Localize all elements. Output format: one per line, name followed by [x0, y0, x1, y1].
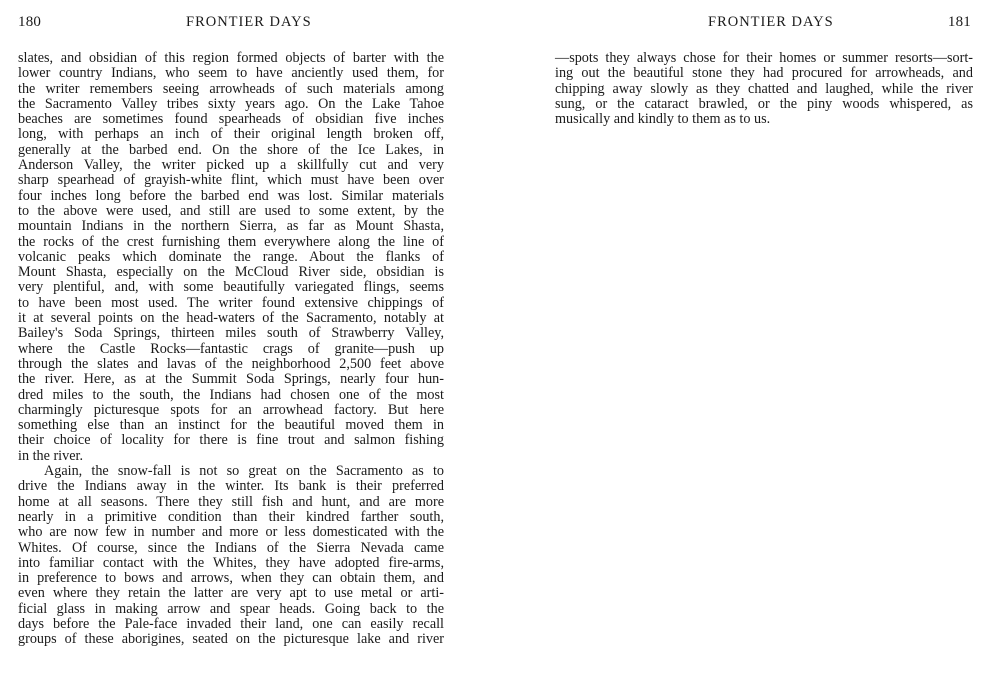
text-line: long, with perhaps an inch of their original length broken off,: [18, 126, 444, 143]
text-line: charmingly picturesque spots for an arrowhead factory. But here: [18, 401, 444, 418]
right-page: [498, 0, 996, 675]
text-line: mountain Indians in the northern Sierra, as far as Mount Shasta,: [18, 218, 444, 235]
text-line: ing out the beautiful stone they had procured for arrowheads, and: [555, 65, 973, 82]
text-line: Anderson Valley, the writer picked up a skillfully cut and very: [18, 157, 444, 174]
text-line: —spots they always chose for their homes or summer resorts—sort-: [555, 50, 973, 66]
text-line: something else than an instinct for the beautiful moved them in: [18, 417, 444, 434]
text-line: Again, the snow-fall is not so great on the Sacramento as to: [44, 463, 444, 480]
text-line: generally at the barbed end. On the shore of the Ice Lakes, in: [18, 141, 444, 158]
text-line: to the above were used, and still are used to some extent, by the: [18, 202, 444, 219]
text-line: their choice of locality for there is fine trout and salmon fishing: [18, 432, 444, 449]
text-line: through the slates and lavas of the neighborhood 2,500 feet above: [18, 355, 444, 372]
text-line: sharp spearhead of grayish-white flint, which must have been over: [18, 172, 444, 189]
text-line: days before the Pale-face invaded their land, one can easily recall: [18, 615, 444, 632]
text-line: slates, and obsidian of this region formed objects of barter with the: [18, 50, 444, 66]
text-line: volcanic peaks which dominate the range. About the flanks of: [18, 248, 444, 265]
text-line: even where they retain the latter are very apt to use metal or arti-: [18, 585, 444, 602]
text-line: dred miles to the south, the Indians had chosen one of the most: [18, 386, 444, 403]
text-line: beaches are sometimes found spearheads of obsidian five inches: [18, 111, 444, 128]
text-line: into familiar contact with the Whites, they have adopted fire-arms,: [18, 554, 444, 571]
text-line: the river. Here, as at the Summit Soda Springs, nearly four hun-: [18, 371, 444, 388]
text-line: sung, or the cataract brawled, or the piny woods whispered, as: [555, 95, 973, 112]
text-line: four inches long before the barbed end was lost. Similar materials: [18, 187, 444, 204]
text-line: where the Castle Rocks—fantastic crags of granite—push up: [18, 340, 444, 357]
page-number: 180: [18, 14, 42, 30]
text-line: groups of these aborigines, seated on the picturesque lake and river: [18, 631, 444, 648]
running-head: FRONTIER DAYS: [708, 14, 834, 30]
text-line: chipping away slowly as they chatted and laughed, while the river: [555, 80, 973, 97]
text-line: Bailey's Soda Springs, thirteen miles south of Strawberry Valley,: [18, 325, 444, 342]
text-line: the rocks of the crest furnishing them everywhere along the line of: [18, 233, 444, 250]
page-number: 181: [947, 14, 971, 30]
running-head: FRONTIER DAYS: [186, 14, 312, 30]
text-line: in the river.: [18, 447, 84, 464]
text-line: it at several points on the head-waters of the Sacramento, notably at: [18, 310, 444, 327]
text-line: ficial glass in making arrow and spear heads. Going back to the: [18, 600, 444, 617]
text-line: the writer remembers seeing arrowheads of such materials among: [18, 80, 444, 97]
text-line: in preference to bows and arrows, when they can obtain them, and: [18, 570, 444, 587]
body-text: [555, 51, 973, 127]
text-line: to have been most used. The writer found extensive chippings of: [18, 294, 444, 311]
text-line: nearly in a primitive condition than their kindred farther south,: [18, 508, 444, 525]
text-line: lower country Indians, who seem to have anciently used them, for: [18, 65, 444, 82]
text-line: Mount Shasta, especially on the McCloud River side, obsidian is: [18, 264, 444, 281]
text-line: Whites. Of course, since the Indians of the Sierra Nevada came: [18, 539, 444, 556]
text-line: musically and kindly to them as to us.: [555, 111, 771, 128]
text-line: home at all seasons. There they still fish and hunt, and are more: [18, 493, 444, 510]
text-line: drive the Indians away in the winter. Its bank is their preferred: [18, 478, 444, 495]
body-text: [18, 51, 444, 648]
text-line: very plentiful, and, with some beautifully variegated flings, seems: [18, 279, 444, 296]
text-line: who are now few in number and more or less domesticated with the: [18, 524, 444, 541]
text-line: the Sacramento Valley tribes sixty years ago. On the Lake Tahoe: [18, 95, 444, 112]
